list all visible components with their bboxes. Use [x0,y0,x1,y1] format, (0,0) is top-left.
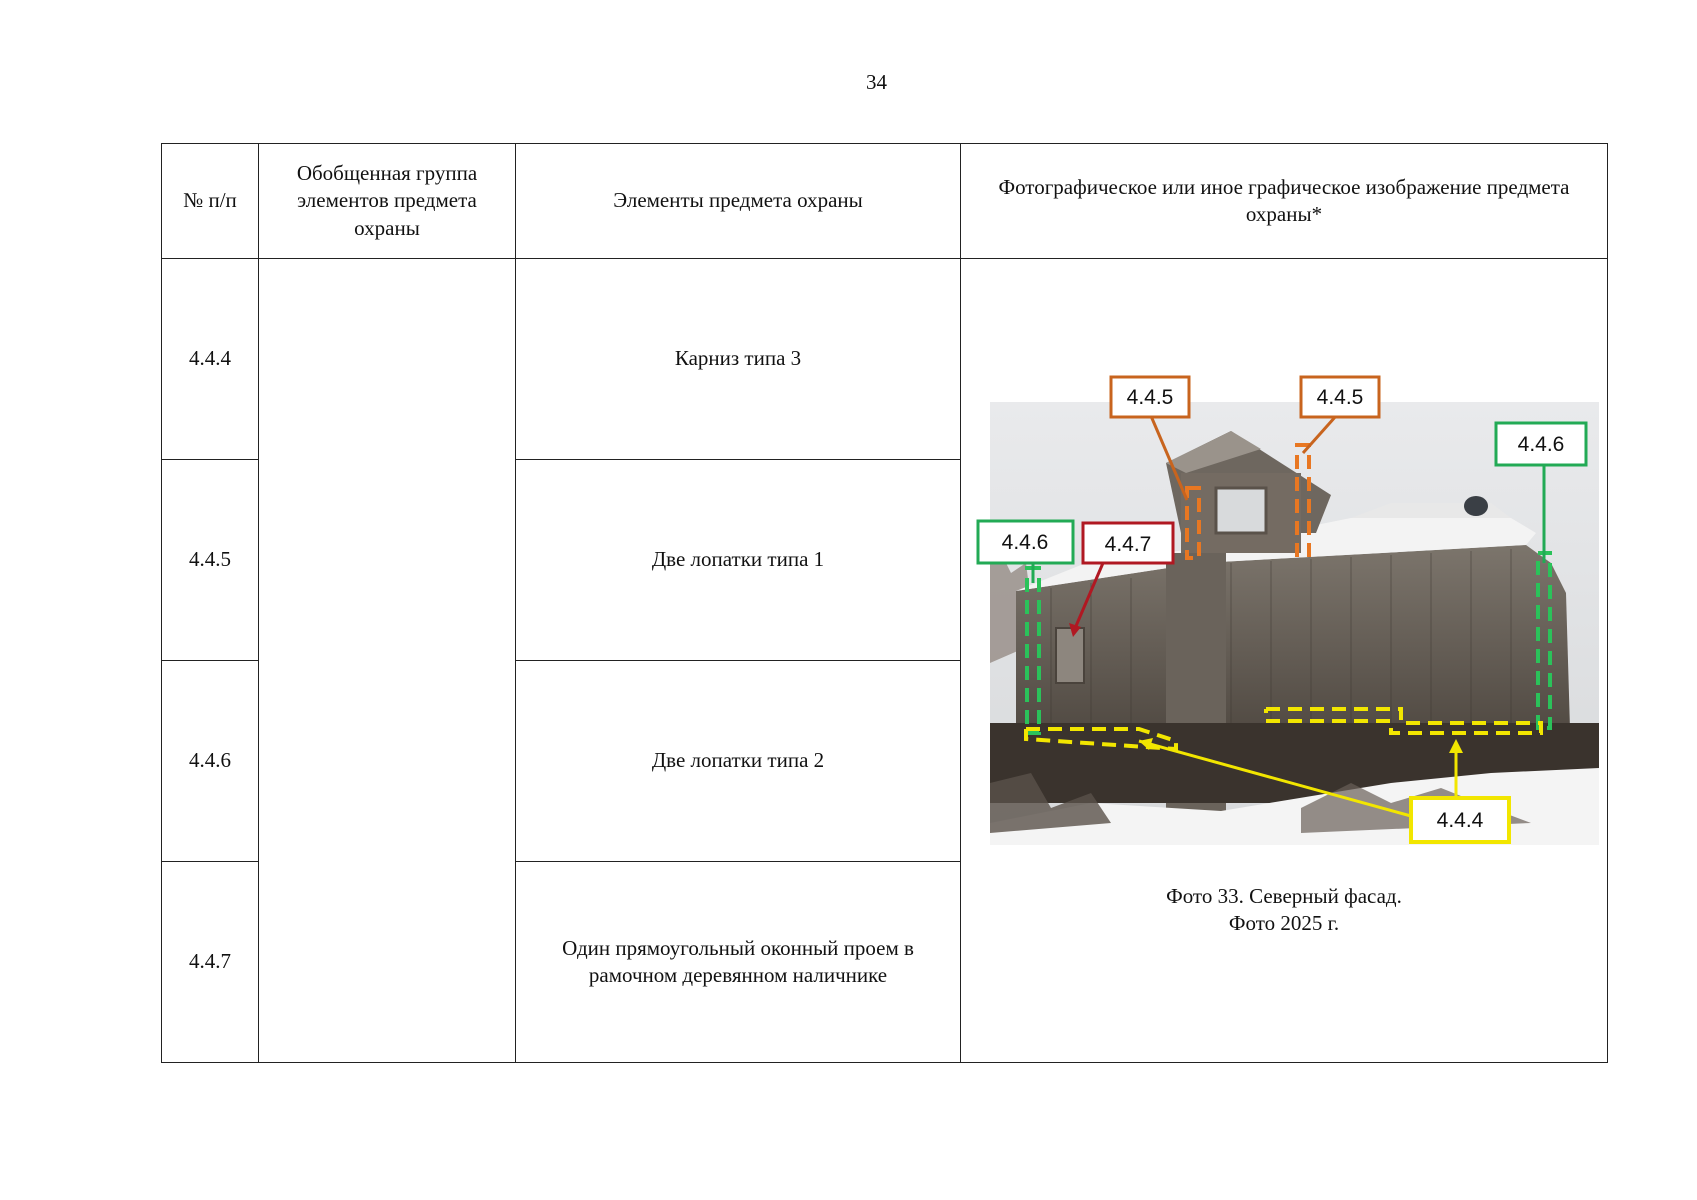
callout-4-4-4 [1411,798,1509,842]
group-cell-empty [259,259,516,1063]
photo-cell [961,259,1608,1063]
row-num: 4.4.7 [162,862,259,1063]
row-element: Один прямоугольный оконный проем в рамочном деревянном наличнике [516,862,961,1063]
caption-line-2: Фото 2025 г. [1228,911,1340,936]
svg-text:4.4.5: 4.4.5 [1126,386,1174,409]
row-num: 4.4.5 [162,460,259,661]
callout-4-4-7 [1083,523,1173,563]
row-num: 4.4.6 [162,661,259,862]
header-photo: Фотографическое или иное графическое изображение предмета охраны* [961,144,1608,259]
svg-text:4.4.6: 4.4.6 [1001,531,1049,554]
photo-caption [971,883,1597,938]
header-group: Обобщенная группа элементов предмета охраны [259,144,516,259]
header-elements: Элементы предмета охраны [516,144,961,259]
callout-4-4-5-right [1301,377,1379,417]
row-element: Карниз типа 3 [516,259,961,460]
table-header-row [162,144,1608,259]
row-element: Две лопатки типа 1 [516,460,961,661]
row-num: 4.4.4 [162,259,259,460]
svg-text:4.4.4: 4.4.4 [1436,809,1484,832]
facade-photo [971,263,1616,1073]
svg-text:4.4.7: 4.4.7 [1104,533,1152,556]
protection-elements-table [161,143,1608,1063]
callout-4-4-6-right [1496,423,1586,465]
page-number: 34 [866,70,887,94]
row-element: Две лопатки типа 2 [516,661,961,862]
table-row [162,259,1608,460]
caption-line-1: Фото 33. Северный фасад. [1166,884,1402,908]
header-num: № п/п [162,144,259,259]
photo-image [990,402,1599,845]
callout-4-4-5-left [1111,377,1189,417]
svg-text:4.4.5: 4.4.5 [1316,386,1364,409]
svg-text:4.4.6: 4.4.6 [1517,433,1565,456]
callout-4-4-6-left [978,521,1073,563]
